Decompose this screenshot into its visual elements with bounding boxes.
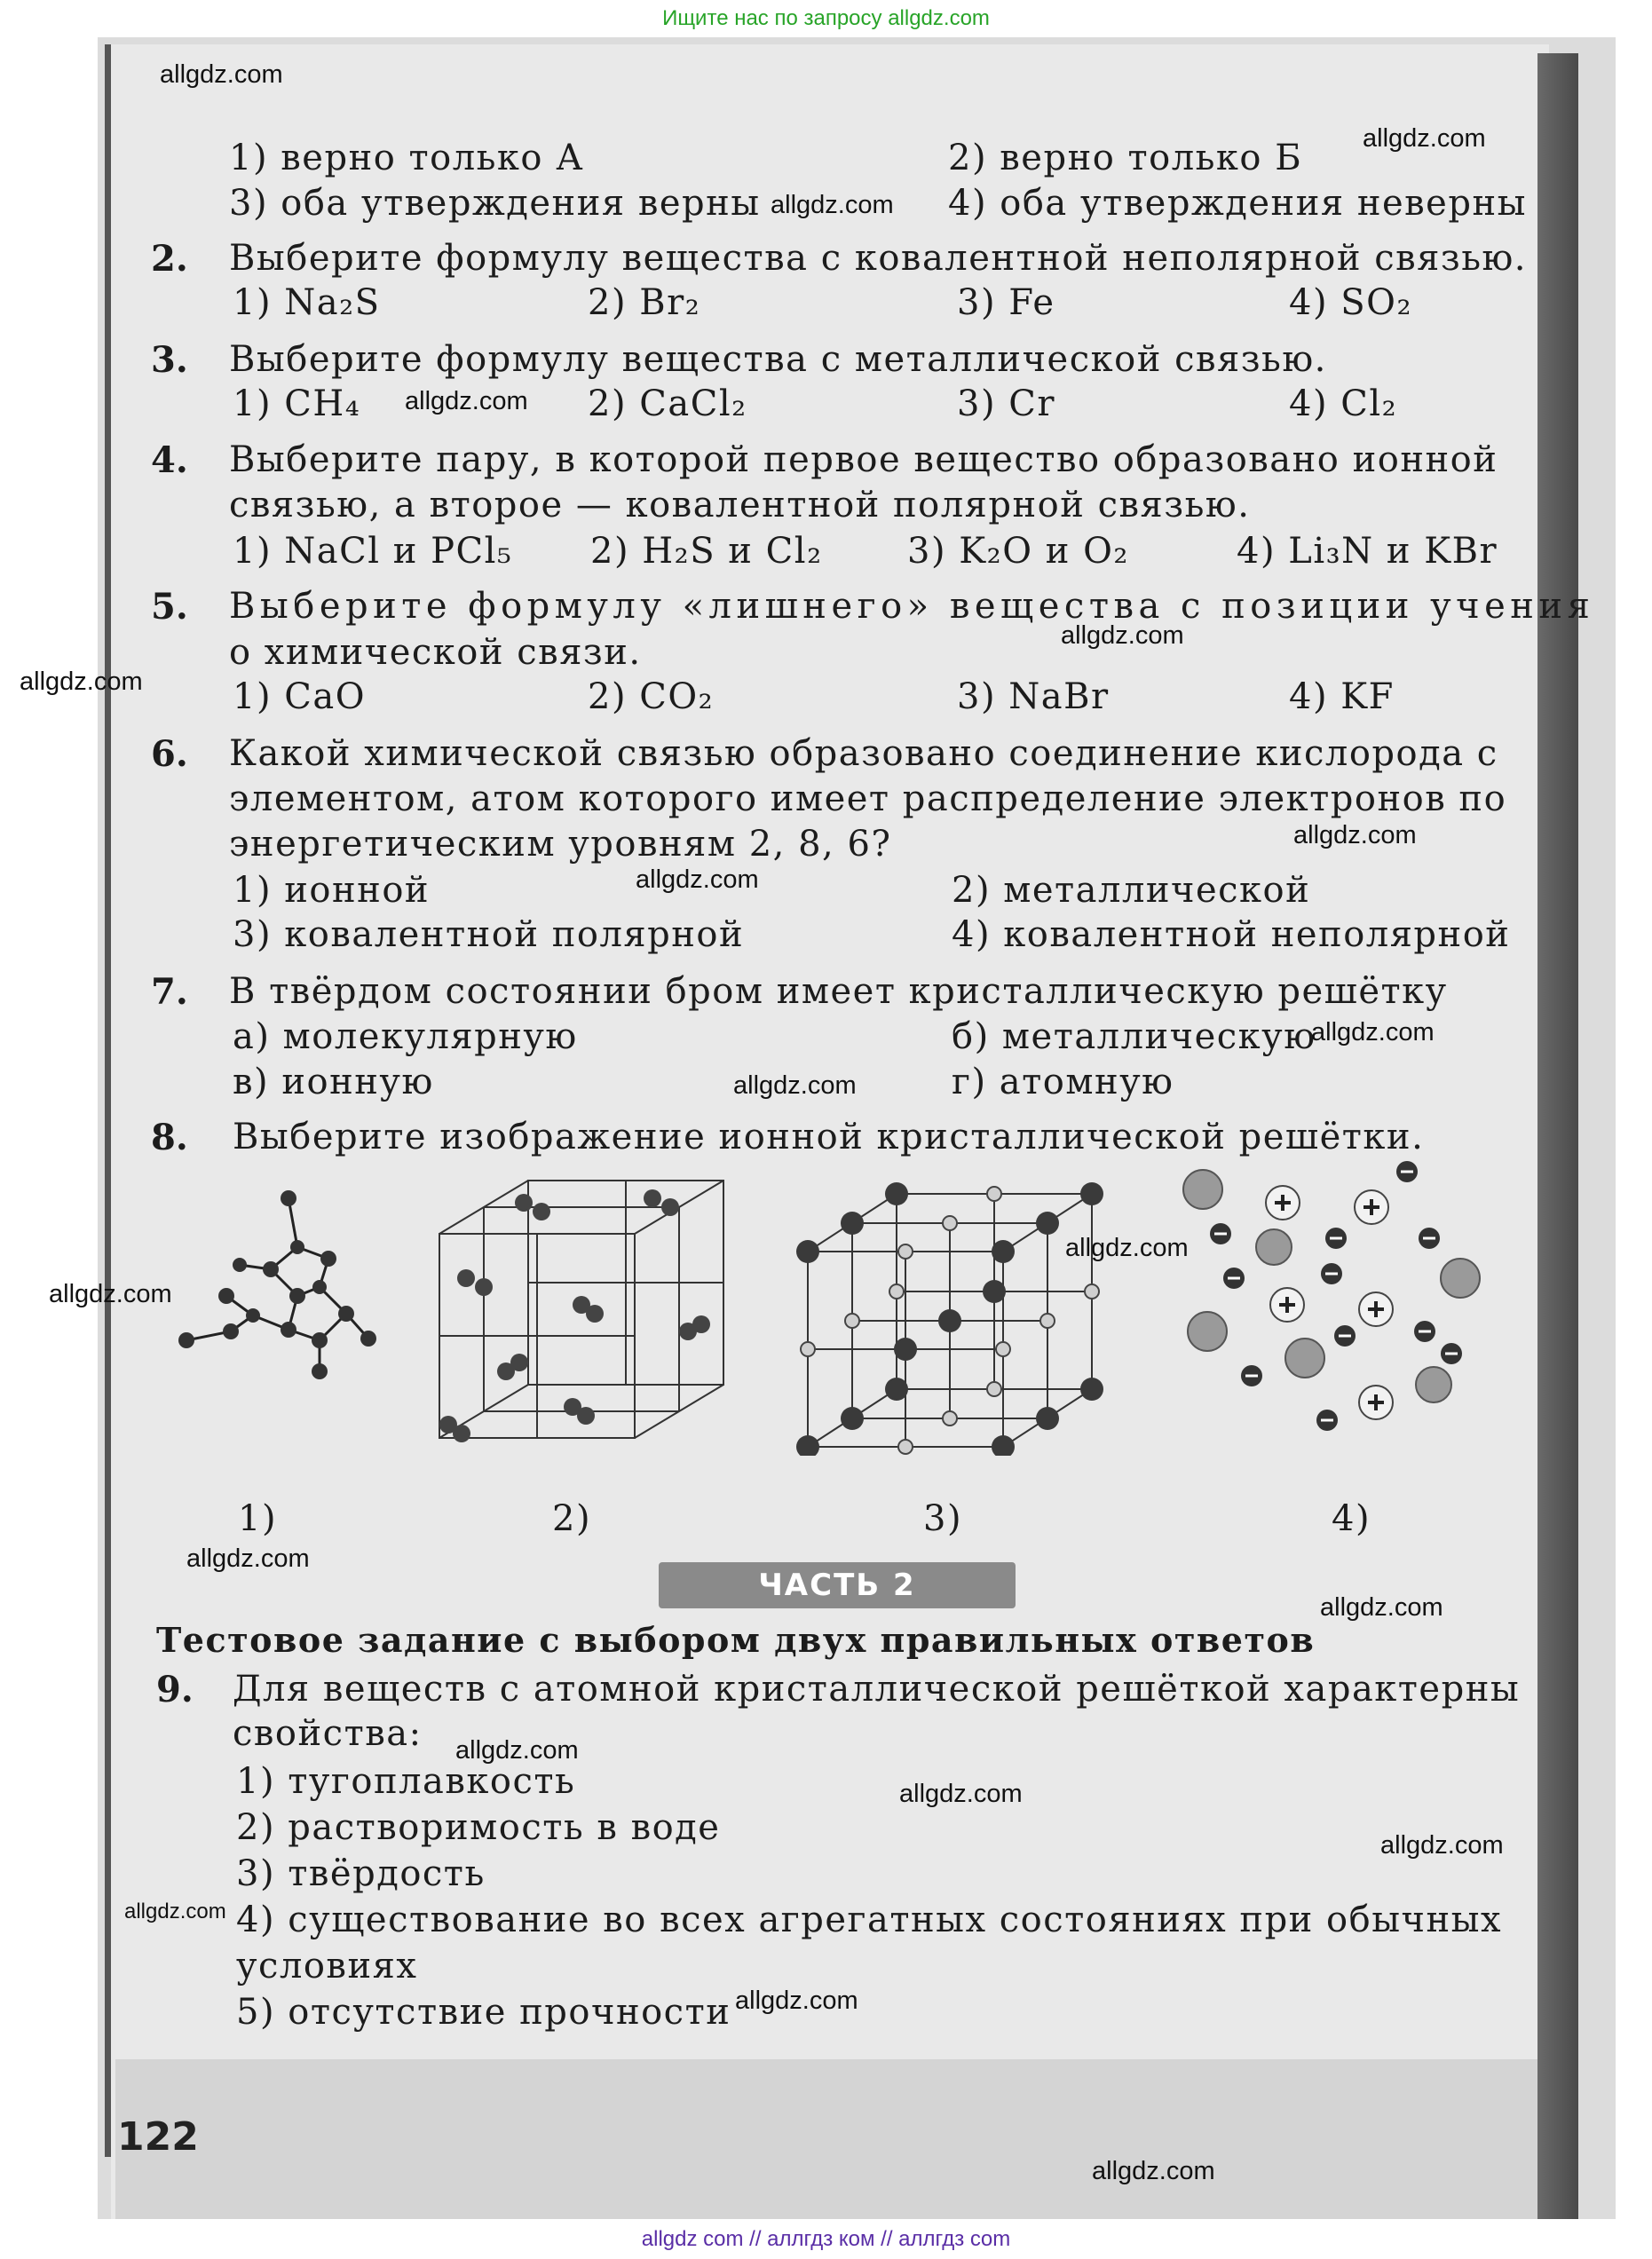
q4-option-4: 4) Li₃N и KBr	[1237, 531, 1498, 572]
q6-option-2: 2) металлической	[952, 870, 1311, 911]
watermark: allgdz.com	[124, 1900, 226, 1923]
figure-2-molecular-lattice	[422, 1172, 759, 1465]
q9-option-1: 1) тугоплавкость	[236, 1761, 576, 1802]
q1-option-1: 1) верно только А	[229, 138, 585, 178]
q9-option-3: 3) твёрдость	[236, 1853, 486, 1894]
q8-option-1: 1)	[238, 1498, 278, 1539]
q8-text: Выберите изображение ионной кристаллической решётки.	[233, 1117, 1425, 1157]
q4-number: 4.	[151, 439, 188, 481]
watermark: allgdz.com	[733, 1071, 857, 1100]
q7-option-b: б) металлическую	[952, 1016, 1316, 1057]
q7-option-a: а) молекулярную	[233, 1016, 578, 1057]
page-number: 122	[117, 2114, 199, 2160]
q3-option-4: 4) Cl₂	[1289, 383, 1398, 424]
q9-option-4-continued: условиях	[236, 1946, 418, 1986]
q2-option-1: 1) Na₂S	[233, 282, 381, 323]
watermark: allgdz.com	[1311, 1018, 1435, 1047]
q8-option-4: 4)	[1332, 1498, 1371, 1539]
q4-option-1: 1) NaCl и PCl₅	[233, 531, 513, 572]
q2-option-4: 4) SO₂	[1289, 282, 1412, 323]
q2-option-3: 3) Fe	[957, 282, 1055, 323]
watermark: allgdz.com	[1293, 821, 1417, 849]
section-title: Тестовое задание с выбором двух правильных ответов	[156, 1620, 1316, 1660]
q3-number: 3.	[151, 339, 188, 381]
watermark: allgdz.com	[636, 865, 759, 894]
q9-number: 9.	[156, 1669, 194, 1710]
q9-option-4: 4) существование во всех агрегатных состояниях при обычных	[236, 1900, 1503, 1940]
watermark: allgdz.com	[49, 1280, 172, 1308]
watermark: allgdz.com	[1092, 2157, 1215, 2185]
watermark: allgdz.com	[899, 1780, 1023, 1808]
q4-text-line1: Выберите пару, в которой первое вещество образовано ионной	[229, 439, 1498, 480]
q1-option-4: 4) оба утверждения неверны	[948, 183, 1527, 224]
watermark: allgdz.com	[405, 387, 528, 415]
watermark: allgdz.com	[735, 1986, 858, 2015]
q1-option-2: 2) верно только Б	[948, 138, 1303, 178]
q3-text: Выберите формулу вещества с металлической связью.	[229, 339, 1327, 380]
q6-text-line2: элементом, атом которого имеет распределение электронов по	[229, 778, 1507, 819]
figure-4-ions	[1167, 1154, 1505, 1447]
q5-number: 5.	[151, 586, 188, 628]
part-2-label: ЧАСТЬ 2	[659, 1562, 1016, 1608]
figure-3-ionic-lattice	[790, 1181, 1127, 1456]
q2-number: 2.	[151, 238, 188, 280]
q7-option-g: г) атомную	[952, 1062, 1174, 1102]
page-edge-right	[1537, 53, 1578, 2219]
q6-option-3: 3) ковалентной полярной	[233, 914, 745, 955]
q5-text-line2: о химической связи.	[229, 632, 642, 673]
q3-option-3: 3) Cr	[957, 383, 1055, 424]
q4-option-2: 2) H₂S и Cl₂	[590, 531, 823, 572]
top-watermark-banner: Ищите нас по запросу allgdz.com	[662, 6, 990, 30]
q6-option-1: 1) ионной	[233, 870, 431, 911]
q6-text-line1: Какой химической связью образовано соединение кислорода с	[229, 733, 1498, 774]
q9-text-line2: свойства:	[233, 1713, 423, 1754]
q9-text-line1: Для веществ с атомной кристаллической решёткой характерны	[233, 1669, 1521, 1710]
watermark: allgdz.com	[186, 1544, 310, 1573]
q6-number: 6.	[151, 733, 188, 775]
q5-option-4: 4) KF	[1289, 676, 1395, 717]
q7-number: 7.	[151, 971, 188, 1013]
q4-option-3: 3) K₂O и O₂	[907, 531, 1129, 572]
watermark: allgdz.com	[20, 667, 143, 696]
q5-option-2: 2) CO₂	[588, 676, 715, 717]
q2-option-2: 2) Br₂	[588, 282, 701, 323]
q5-text-line1: Выберите формулу «лишнего» вещества с позиции учения	[229, 586, 1595, 627]
q9-option-5: 5) отсутствие прочности	[236, 1992, 731, 2033]
watermark: allgdz.com	[1065, 1234, 1189, 1262]
watermark: allgdz.com	[771, 191, 894, 219]
q6-option-4: 4) ковалентной неполярной	[952, 914, 1511, 955]
q9-option-2: 2) растворимость в воде	[236, 1807, 721, 1848]
q5-option-1: 1) CaO	[233, 676, 367, 717]
bottom-watermark-banner: allgdz com // аллгдз ком // аллгдз com	[641, 2227, 1011, 2251]
q4-text-line2: связью, а второе — ковалентной полярной связью.	[229, 485, 1251, 525]
q5-option-3: 3) NaBr	[957, 676, 1110, 717]
q8-number: 8.	[151, 1117, 188, 1158]
watermark: allgdz.com	[1380, 1831, 1504, 1860]
q3-option-1: 1) CH₄	[233, 383, 361, 424]
q7-option-v: в) ионную	[233, 1062, 434, 1102]
q8-option-2: 2)	[552, 1498, 592, 1539]
q1-option-3: 3) оба утверждения верны	[229, 183, 761, 224]
watermark: allgdz.com	[1061, 621, 1184, 650]
watermark: allgdz.com	[455, 1736, 579, 1765]
watermark: allgdz.com	[1363, 124, 1486, 153]
q7-text: В твёрдом состоянии бром имеет кристаллическую решётку	[229, 971, 1448, 1012]
watermark: allgdz.com	[160, 60, 283, 89]
page-bottom-shade	[115, 2059, 1545, 2219]
q2-text: Выберите формулу вещества с ковалентной неполярной связью.	[229, 238, 1528, 279]
q8-option-3: 3)	[923, 1498, 963, 1539]
q6-text-line3: энергетическим уровням 2, 8, 6?	[229, 824, 892, 865]
figure-1-molecular-structure	[164, 1181, 395, 1385]
watermark: allgdz.com	[1320, 1593, 1443, 1622]
q3-option-2: 2) CaCl₂	[588, 383, 747, 424]
